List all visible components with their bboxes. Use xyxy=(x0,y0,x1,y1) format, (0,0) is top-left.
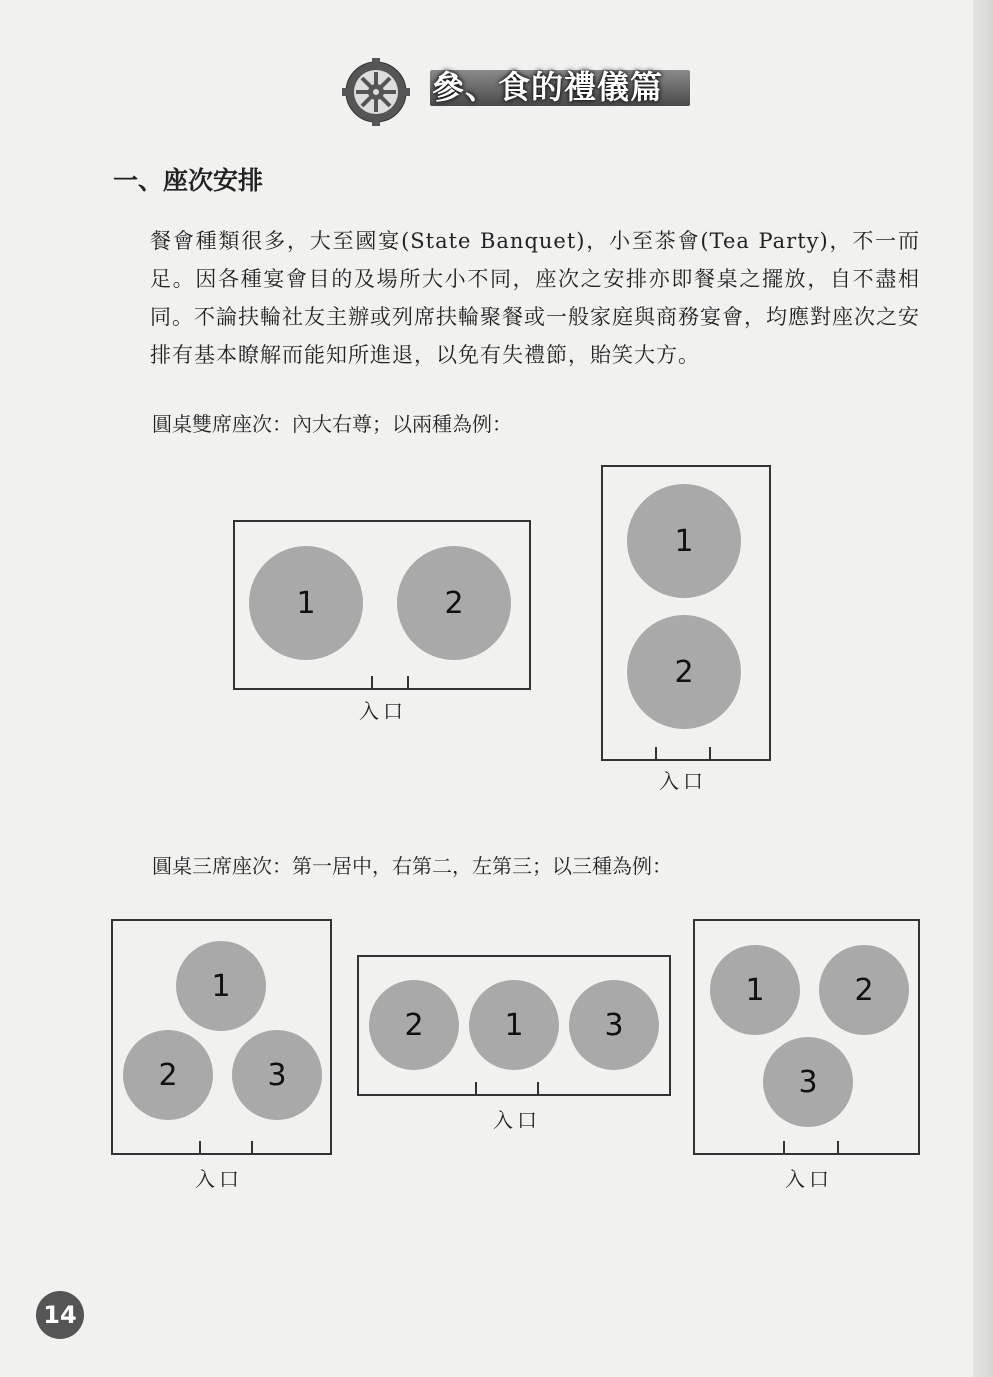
table-seat: 2 xyxy=(627,615,741,729)
entrance-label: 入口 xyxy=(785,1167,833,1191)
table-seat: 1 xyxy=(469,980,559,1070)
table-seat: 3 xyxy=(569,980,659,1070)
entrance-label: 入口 xyxy=(195,1167,243,1191)
entrance-gap-left xyxy=(637,747,657,761)
three-table-subtitle: 圓桌三席座次：第一居中，右第二，左第三；以三種為例： xyxy=(152,854,672,878)
two-table-layout-b xyxy=(601,465,773,795)
two-table-subtitle: 圓桌雙席座次：內大右尊；以兩種為例： xyxy=(152,412,512,436)
table-seat: 1 xyxy=(176,941,266,1031)
table-seat: 2 xyxy=(369,980,459,1070)
entrance-gap-right xyxy=(407,676,427,690)
entrance-label: 入口 xyxy=(493,1108,541,1132)
entrance-gap-right xyxy=(537,1082,557,1096)
entrance-gap-left xyxy=(457,1082,477,1096)
entrance-label: 入口 xyxy=(359,699,407,723)
entrance-gap-right xyxy=(837,1141,857,1155)
page-title: 參、食的禮儀篇 xyxy=(432,68,664,106)
three-table-layout-a xyxy=(111,919,333,1194)
entrance-label: 入口 xyxy=(659,769,707,793)
rotary-wheel-icon xyxy=(342,58,410,126)
table-seat: 2 xyxy=(123,1030,213,1120)
intro-paragraph: 餐會種類很多，大至國宴(State Banquet)，小至茶會(Tea Party)，不一而足。因各種宴會目的及場所大小不同，座次之安排亦即餐桌之擺放，自不盡相同。不論扶輪社友主辦或列席扶輪聚餐或一般家庭與商務宴會，均應對座次之安排有基本瞭解而能知所進退，以免有失禮節，貽笑大方。 xyxy=(150,229,920,367)
table-seat: 1 xyxy=(249,546,363,660)
table-seat: 2 xyxy=(397,546,511,660)
table-seat: 2 xyxy=(819,945,909,1035)
entrance-gap-left xyxy=(353,676,373,690)
table-seat: 3 xyxy=(763,1037,853,1127)
section-heading: 一、座次安排 xyxy=(113,166,264,195)
three-table-layout-b xyxy=(357,955,672,1135)
page-edge xyxy=(973,0,993,1377)
two-table-layout-a xyxy=(233,520,533,723)
page-number: 14 xyxy=(36,1291,84,1339)
three-table-layout-c xyxy=(693,919,921,1194)
entrance-gap-left xyxy=(765,1141,785,1155)
table-seat: 1 xyxy=(627,484,741,598)
entrance-gap-left xyxy=(181,1141,201,1155)
entrance-gap-right xyxy=(251,1141,271,1155)
table-seat: 3 xyxy=(232,1030,322,1120)
table-seat: 1 xyxy=(710,945,800,1035)
entrance-gap-right xyxy=(709,747,729,761)
